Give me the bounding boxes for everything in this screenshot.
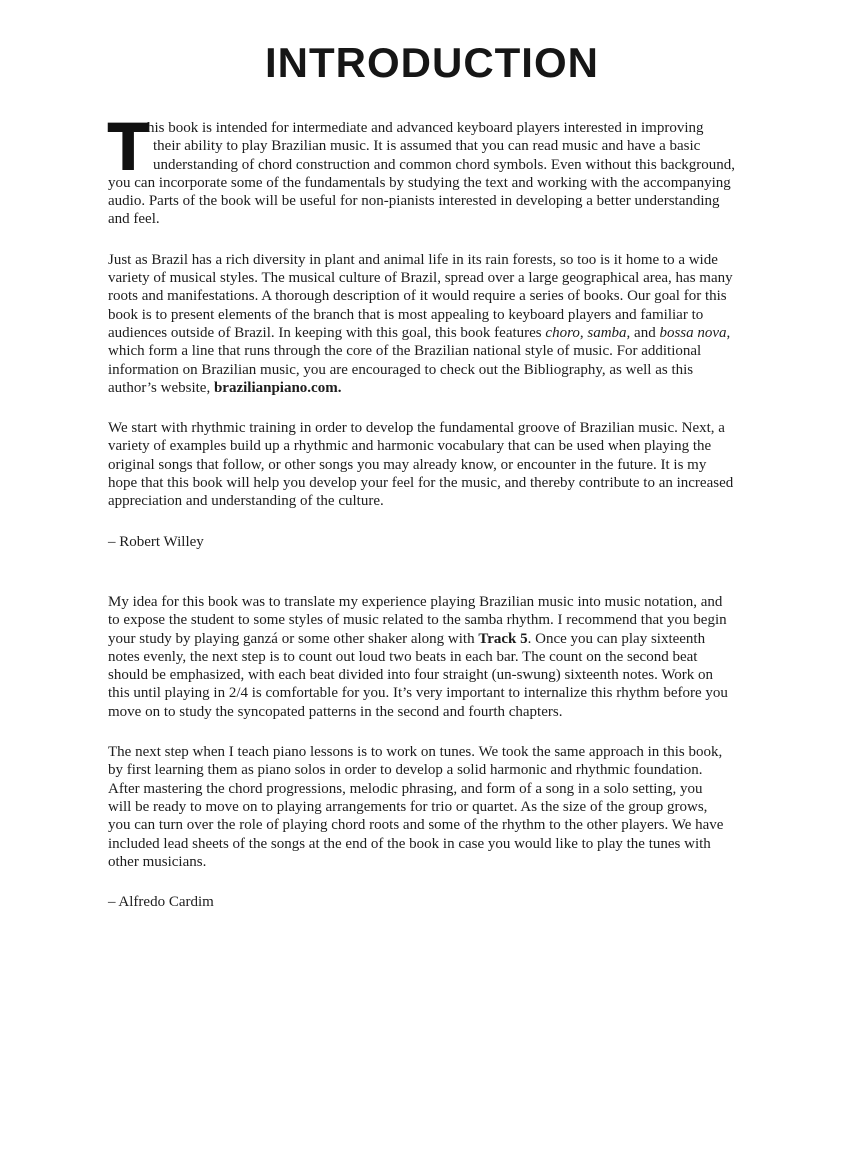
paragraph (108, 593, 756, 721)
text-line (108, 419, 756, 437)
paragraph (108, 743, 756, 871)
text-line (108, 684, 756, 702)
body-text: . Once you can play sixteenth (527, 630, 706, 647)
body-text: The next step when I teach piano lessons is to work on tunes. We took the same approach in this book, (108, 744, 723, 761)
body-text: his book is intended for intermediate and advanced keyboard players interested in improving (147, 120, 704, 136)
article-body (108, 109, 756, 911)
body-text: variety of examples build up a rhythmic and harmonic vocabulary that can be used when playing the (108, 438, 712, 455)
text-line (108, 761, 756, 779)
body-text: My idea for this book was to translate my experience playing Brazilian music into music notation, and (108, 593, 723, 610)
body-text: book is to present elements of the branch that is most appealing to keyboard players and familiar to (108, 306, 704, 323)
text-line (108, 210, 756, 228)
body-text: by first learning them as piano solos in order to develop a solid harmonic and rhythmic foundation. (108, 762, 703, 779)
bold-text: brazilianpiano.com. (213, 379, 342, 396)
text-line (108, 666, 756, 684)
body-text: author’s website, (108, 379, 214, 396)
body-text: We start with rhythmic training in order to develop the fundamental groove of Brazilian music. Next, a (108, 420, 725, 437)
body-text: you can turn over the role of playing chord roots and some of the rhythm to the other players. We have (108, 817, 724, 834)
text-line (108, 648, 756, 666)
body-text: After mastering the chord progressions, melodic phrasing, and form of a song in a solo setting, you (108, 780, 703, 797)
text-line (108, 192, 756, 210)
body-text: original songs that follow, or other songs you may already know, or encounter in the future. It is my (108, 456, 707, 473)
body-text: which form a line that runs through the core of the Brazilian national style of music. For additional (108, 343, 702, 360)
text-line (108, 379, 756, 397)
body-text: hope that this book will help you develop your feel for the music, and thereby contribute to an increased (108, 475, 734, 492)
text-line (108, 630, 756, 648)
paragraph (108, 419, 756, 510)
author-section (108, 109, 756, 551)
body-text: variety of musical styles. The musical culture of Brazil, spread over a large geographical area, has many (108, 270, 733, 287)
body-text: roots and manifestations. A thorough description of it would require a series of books. Our goal for this (108, 288, 727, 305)
body-text: information on Brazilian music, you are encouraged to check out the Bibliography, as well as this (108, 361, 694, 378)
italic-text: bossa nova (659, 324, 727, 341)
body-text: , and (626, 324, 660, 341)
author-signature: – Robert Willey (108, 533, 204, 550)
drop-cap: T (108, 109, 149, 183)
body-text: should be emphasized, with each beat divided into four straight (un-swung) sixteenth notes. Work on (108, 667, 714, 684)
body-text: understanding of chord construction and common chord symbols. Even without this background, (153, 156, 735, 173)
text-line (108, 853, 756, 871)
bold-text: Track 5 (478, 630, 528, 647)
text-line (108, 703, 756, 721)
italic-text: choro (545, 324, 580, 341)
page-title: INTRODUCTION (265, 39, 599, 86)
paragraph (108, 251, 756, 397)
body-text: and feel. (108, 211, 160, 228)
text-line (108, 816, 756, 834)
author-signature: – Alfredo Cardim (108, 894, 214, 911)
text-line (108, 251, 756, 269)
body-text: , (726, 324, 731, 341)
body-text: included lead sheets of the songs at the end of the book in case you would like to play the tunes with (108, 835, 711, 852)
body-text: you can incorporate some of the fundamentals by studying the text and working with the accompanying (108, 174, 731, 191)
body-text: their ability to play Brazilian music. It is assumed that you can read music and have a basic (153, 138, 701, 155)
text-line (108, 611, 756, 629)
body-text: this until playing in 2/4 is comfortable for you. It’s very important to internalize this rhythm before you (108, 685, 728, 702)
text-line (108, 456, 756, 474)
text-line (108, 342, 756, 360)
text-line (108, 361, 756, 379)
body-text: your study by playing ganzá or some other shaker along with (108, 630, 479, 647)
body-text: other musicians. (108, 853, 207, 870)
text-line (108, 780, 756, 798)
text-line (108, 174, 756, 192)
text-line (108, 137, 756, 155)
text-line (108, 743, 756, 761)
text-line (108, 593, 756, 611)
body-text: appreciation and understanding of the culture. (108, 493, 384, 510)
body-text: , (579, 324, 588, 341)
body-text: to expose the student to some styles of music related to the samba rhythm. I recommend that you begin (108, 612, 727, 629)
text-line (108, 437, 756, 455)
body-text: audiences outside of Brazil. In keeping with this goal, this book features (108, 324, 546, 341)
body-text: Just as Brazil has a rich diversity in plant and animal life in its rain forests, so too is it home to a wide (108, 251, 718, 268)
text-line (108, 156, 756, 174)
text-line (108, 492, 756, 510)
text-line (108, 119, 756, 137)
italic-text: samba (587, 324, 627, 341)
body-text: notes evenly, the next step is to count out loud two beats in each bar. The count on the second beat (108, 648, 698, 665)
text-line (108, 798, 756, 816)
text-line (108, 287, 756, 305)
author-section (108, 593, 756, 911)
text-line (108, 474, 756, 492)
paragraph (108, 109, 756, 229)
text-line (108, 306, 756, 324)
text-line (108, 324, 756, 342)
body-text: audio. Parts of the book will be useful for non-pianists interested in developing a better understanding (108, 193, 720, 210)
body-text: move on to study the syncopated patterns in the second and fourth chapters. (108, 703, 563, 720)
text-line (108, 835, 756, 853)
text-line (108, 269, 756, 287)
body-text: will be ready to move on to playing arrangements for trio or quartet. As the size of the group grows, (108, 798, 708, 815)
